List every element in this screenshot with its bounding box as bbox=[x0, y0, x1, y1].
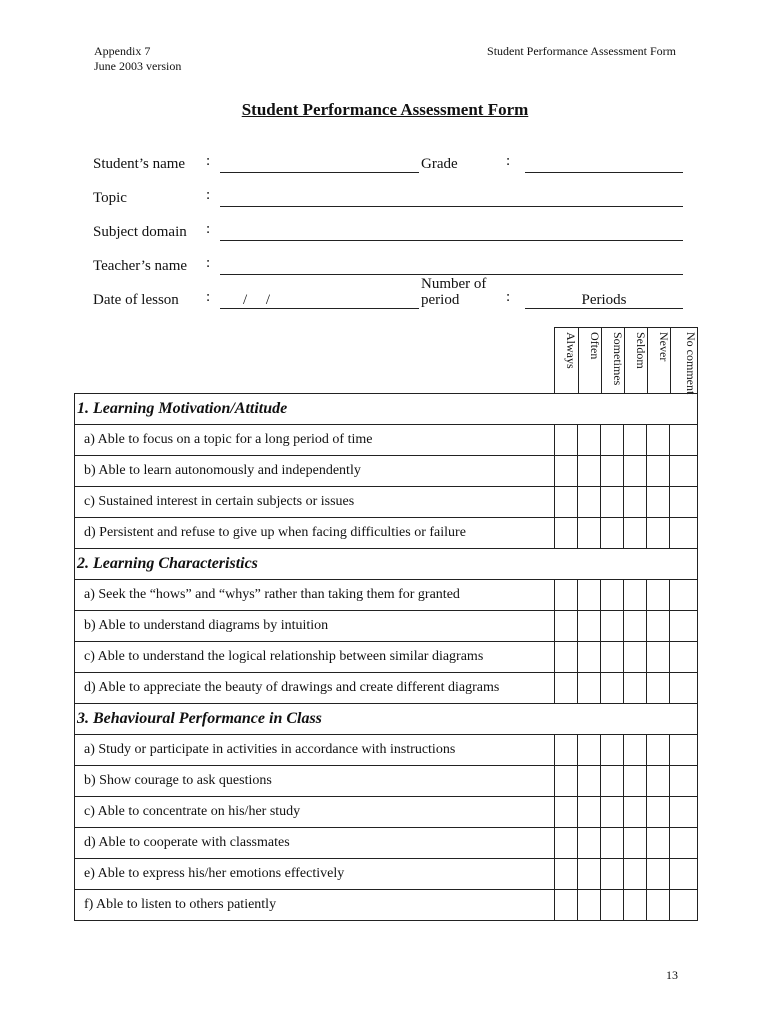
criterion-label: c) Able to concentrate on his/her study bbox=[75, 797, 555, 828]
checkbox-cell[interactable] bbox=[624, 890, 647, 921]
checkbox-cell[interactable] bbox=[647, 859, 670, 890]
criterion-label: c) Able to understand the logical relationship between similar diagrams bbox=[75, 642, 555, 673]
rating-column-seldom bbox=[624, 328, 648, 394]
checkbox-cell[interactable] bbox=[601, 456, 624, 487]
checkbox-cell[interactable] bbox=[670, 890, 698, 921]
rating-label: Never bbox=[657, 332, 671, 362]
checkbox-cell[interactable] bbox=[601, 611, 624, 642]
checkbox-cell[interactable] bbox=[555, 828, 578, 859]
table-row bbox=[75, 797, 698, 828]
rating-label: Seldom bbox=[634, 332, 648, 369]
checkbox-cell[interactable] bbox=[647, 766, 670, 797]
checkbox-cell[interactable] bbox=[578, 828, 601, 859]
checkbox-cell[interactable] bbox=[670, 518, 698, 549]
colon: : bbox=[206, 221, 211, 237]
rating-label: Sometimes bbox=[611, 332, 625, 386]
table-row bbox=[75, 828, 698, 859]
checkbox-cell[interactable] bbox=[578, 487, 601, 518]
checkbox-cell[interactable] bbox=[555, 890, 578, 921]
colon: : bbox=[506, 289, 511, 305]
checkbox-cell[interactable] bbox=[647, 642, 670, 673]
table-row bbox=[75, 673, 698, 704]
checkbox-cell[interactable] bbox=[578, 642, 601, 673]
rating-column-often bbox=[578, 328, 602, 394]
student-name-field[interactable] bbox=[220, 172, 419, 173]
checkbox-cell[interactable] bbox=[624, 456, 647, 487]
checkbox-cell[interactable] bbox=[647, 611, 670, 642]
checkbox-cell[interactable] bbox=[624, 580, 647, 611]
checkbox-cell[interactable] bbox=[624, 611, 647, 642]
checkbox-cell[interactable] bbox=[624, 828, 647, 859]
checkbox-cell[interactable] bbox=[670, 642, 698, 673]
checkbox-cell[interactable] bbox=[601, 766, 624, 797]
checkbox-cell[interactable] bbox=[555, 456, 578, 487]
checkbox-cell[interactable] bbox=[555, 766, 578, 797]
criterion-label: b) Able to learn autonomously and independently bbox=[75, 456, 555, 487]
section-title: 2. Learning Characteristics bbox=[75, 549, 698, 580]
rating-column-never bbox=[647, 328, 671, 394]
number-of-period-label-line2: period bbox=[421, 292, 460, 308]
colon: : bbox=[206, 255, 211, 271]
number-of-period-label-line1: Number of bbox=[421, 276, 487, 292]
rating-column-no-comment bbox=[670, 328, 698, 395]
checkbox-cell[interactable] bbox=[670, 580, 698, 611]
criterion-label: a) Able to focus on a topic for a long period of time bbox=[75, 425, 555, 456]
checkbox-cell[interactable] bbox=[601, 859, 624, 890]
checkbox-cell[interactable] bbox=[601, 797, 624, 828]
checkbox-cell[interactable] bbox=[647, 890, 670, 921]
checkbox-cell[interactable] bbox=[670, 859, 698, 890]
checkbox-cell[interactable] bbox=[624, 518, 647, 549]
table-row bbox=[75, 735, 698, 766]
checkbox-cell[interactable] bbox=[601, 673, 624, 704]
topic-label: Topic bbox=[93, 190, 127, 206]
checkbox-cell[interactable] bbox=[670, 797, 698, 828]
table-row bbox=[75, 890, 698, 921]
checkbox-cell[interactable] bbox=[670, 456, 698, 487]
section-header bbox=[75, 394, 698, 425]
checkbox-cell[interactable] bbox=[578, 580, 601, 611]
header-form-name: Student Performance Assessment Form bbox=[487, 44, 676, 58]
table-row bbox=[75, 580, 698, 611]
checkbox-cell[interactable] bbox=[578, 859, 601, 890]
checkbox-cell[interactable] bbox=[578, 456, 601, 487]
checkbox-cell[interactable] bbox=[647, 580, 670, 611]
checkbox-cell[interactable] bbox=[647, 518, 670, 549]
section-header bbox=[75, 704, 698, 735]
checkbox-cell[interactable] bbox=[555, 518, 578, 549]
page-title: Student Performance Assessment Form bbox=[241, 100, 529, 119]
checkbox-cell[interactable] bbox=[624, 487, 647, 518]
checkbox-cell[interactable] bbox=[670, 673, 698, 704]
checkbox-cell[interactable] bbox=[647, 425, 670, 456]
checkbox-cell[interactable] bbox=[601, 518, 624, 549]
table-row bbox=[75, 456, 698, 487]
checkbox-cell[interactable] bbox=[670, 611, 698, 642]
colon: : bbox=[206, 187, 211, 203]
checkbox-cell[interactable] bbox=[578, 735, 601, 766]
checkbox-cell[interactable] bbox=[670, 735, 698, 766]
checkbox-cell[interactable] bbox=[670, 487, 698, 518]
checkbox-cell[interactable] bbox=[624, 735, 647, 766]
table-row bbox=[75, 425, 698, 456]
checkbox-cell[interactable] bbox=[578, 797, 601, 828]
criterion-label: d) Able to cooperate with classmates bbox=[75, 828, 555, 859]
criterion-label: f) Able to listen to others patiently bbox=[75, 890, 555, 921]
checkbox-cell[interactable] bbox=[601, 735, 624, 766]
date-of-lesson-field[interactable] bbox=[220, 308, 419, 309]
teacher-name-field[interactable] bbox=[220, 274, 683, 275]
criterion-label: b) Able to understand diagrams by intuition bbox=[75, 611, 555, 642]
section-title: 3. Behavioural Performance in Class bbox=[75, 704, 698, 735]
checkbox-cell[interactable] bbox=[555, 797, 578, 828]
table-row bbox=[75, 487, 698, 518]
criterion-label: a) Seek the “hows” and “whys” rather than taking them for granted bbox=[75, 580, 555, 611]
checkbox-cell[interactable] bbox=[578, 611, 601, 642]
checkbox-cell[interactable] bbox=[555, 611, 578, 642]
checkbox-cell[interactable] bbox=[555, 673, 578, 704]
checkbox-cell[interactable] bbox=[578, 766, 601, 797]
checkbox-cell[interactable] bbox=[601, 642, 624, 673]
checkbox-cell[interactable] bbox=[647, 673, 670, 704]
checkbox-cell[interactable] bbox=[624, 425, 647, 456]
criterion-label: b) Show courage to ask questions bbox=[75, 766, 555, 797]
checkbox-cell[interactable] bbox=[555, 859, 578, 890]
checkbox-cell[interactable] bbox=[601, 425, 624, 456]
checkbox-cell[interactable] bbox=[578, 673, 601, 704]
date-placeholder: / / bbox=[243, 292, 271, 308]
table-row bbox=[75, 859, 698, 890]
checkbox-cell[interactable] bbox=[601, 890, 624, 921]
checkbox-cell[interactable] bbox=[578, 890, 601, 921]
checkbox-cell[interactable] bbox=[670, 425, 698, 456]
table-row bbox=[75, 766, 698, 797]
checkbox-cell[interactable] bbox=[578, 518, 601, 549]
periods-unit: Periods bbox=[581, 292, 627, 308]
grade-field[interactable] bbox=[525, 172, 683, 173]
assessment-table bbox=[74, 393, 698, 921]
grade-label: Grade bbox=[421, 156, 458, 172]
checkbox-cell[interactable] bbox=[624, 642, 647, 673]
checkbox-cell[interactable] bbox=[601, 828, 624, 859]
checkbox-cell[interactable] bbox=[670, 828, 698, 859]
checkbox-cell[interactable] bbox=[624, 766, 647, 797]
colon: : bbox=[206, 153, 211, 169]
colon: : bbox=[206, 289, 211, 305]
checkbox-cell[interactable] bbox=[624, 673, 647, 704]
section-header bbox=[75, 549, 698, 580]
section-title: 1. Learning Motivation/Attitude bbox=[75, 394, 698, 425]
criterion-label: d) Able to appreciate the beauty of drawings and create different diagrams bbox=[75, 673, 555, 704]
checkbox-cell[interactable] bbox=[555, 580, 578, 611]
criterion-label: c) Sustained interest in certain subjects or issues bbox=[75, 487, 555, 518]
checkbox-cell[interactable] bbox=[647, 735, 670, 766]
table-row bbox=[75, 518, 698, 549]
checkbox-cell[interactable] bbox=[624, 797, 647, 828]
teacher-name-label: Teacher’s name bbox=[93, 258, 188, 274]
rating-label: Often bbox=[588, 332, 602, 360]
checkbox-cell[interactable] bbox=[555, 425, 578, 456]
checkbox-cell[interactable] bbox=[670, 766, 698, 797]
topic-field[interactable] bbox=[220, 206, 683, 207]
rating-column-sometimes bbox=[601, 328, 625, 394]
checkbox-cell[interactable] bbox=[601, 580, 624, 611]
rating-label: Always bbox=[564, 332, 578, 369]
student-name-label: Student’s name bbox=[93, 156, 186, 172]
subject-domain-field[interactable] bbox=[220, 240, 683, 241]
checkbox-cell[interactable] bbox=[647, 456, 670, 487]
checkbox-cell[interactable] bbox=[555, 642, 578, 673]
checkbox-cell[interactable] bbox=[647, 487, 670, 518]
checkbox-cell[interactable] bbox=[601, 487, 624, 518]
checkbox-cell[interactable] bbox=[555, 735, 578, 766]
rating-columns-header bbox=[554, 327, 698, 394]
checkbox-cell[interactable] bbox=[555, 487, 578, 518]
page-number: 13 bbox=[666, 968, 678, 982]
checkbox-cell[interactable] bbox=[578, 425, 601, 456]
version-label: June 2003 version bbox=[94, 59, 182, 73]
criterion-label: d) Persistent and refuse to give up when facing difficulties or failure bbox=[75, 518, 555, 549]
table-row bbox=[75, 611, 698, 642]
checkbox-cell[interactable] bbox=[647, 797, 670, 828]
rating-label: No comment bbox=[684, 332, 698, 395]
checkbox-cell[interactable] bbox=[624, 859, 647, 890]
colon: : bbox=[506, 153, 511, 169]
table-row bbox=[75, 642, 698, 673]
criterion-label: a) Study or participate in activities in accordance with instructions bbox=[75, 735, 555, 766]
criterion-label: e) Able to express his/her emotions effectively bbox=[75, 859, 555, 890]
appendix-label: Appendix 7 bbox=[94, 44, 151, 58]
checkbox-cell[interactable] bbox=[647, 828, 670, 859]
subject-domain-label: Subject domain bbox=[93, 224, 187, 240]
date-of-lesson-label: Date of lesson bbox=[93, 292, 179, 308]
